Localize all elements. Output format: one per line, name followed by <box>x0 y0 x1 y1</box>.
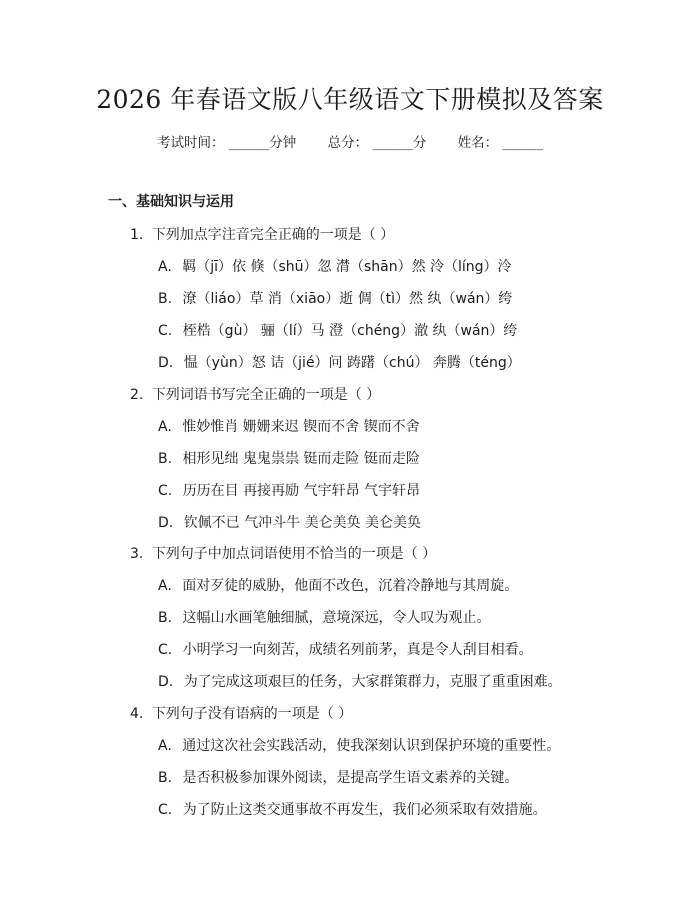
q1-option-c <box>158 320 517 340</box>
option-letter: B. <box>158 291 173 307</box>
q3-option-a <box>158 575 518 595</box>
option-letter: B. <box>158 770 173 786</box>
option-letter: B. <box>158 451 173 467</box>
option-text: 相形见绌 鬼鬼祟祟 铤而走险 铤而走险 <box>182 451 420 467</box>
option-text: 是否积极参加课外阅读，是提高学生语文素养的关键。 <box>182 770 519 786</box>
question-2 <box>130 384 380 404</box>
question-stem: 下列加点字注音完全正确的一项是（ ） <box>151 227 395 243</box>
option-letter: A. <box>158 419 172 435</box>
option-text: 愠（yùn）怒 诘（jié）问 踌躇（chú） 奔腾（téng） <box>183 355 521 371</box>
option-text: 通过这次社会实践活动，使我深刻认识到保护环境的重要性。 <box>182 738 561 754</box>
q1-option-b <box>158 288 512 308</box>
option-text: 这幅山水画笔触细腻，意境深远，令人叹为观止。 <box>182 610 491 626</box>
option-text: 小明学习一向刻苦，成绩名列前茅，真是令人刮目相看。 <box>182 642 533 658</box>
question-stem: 下列句子中加点词语使用不恰当的一项是（ ） <box>151 546 437 562</box>
q4-option-b <box>158 767 519 787</box>
option-letter: D. <box>158 515 174 531</box>
option-text: 桎梏（gù） 骊（lí）马 澄（chéng）澈 纨（wán）绔 <box>182 323 518 339</box>
q2-option-d <box>158 512 421 532</box>
question-stem: 下列词语书写完全正确的一项是（ ） <box>151 387 381 403</box>
q4-option-a <box>158 735 560 755</box>
option-letter: C. <box>158 642 173 658</box>
option-text: 惟妙惟肖 姗姗来迟 锲而不舍 锲而不舍 <box>182 419 420 435</box>
question-number: 3. <box>130 546 144 562</box>
q1-option-a <box>158 256 512 276</box>
question-1 <box>130 224 394 244</box>
option-text: 钦佩不已 气冲斗牛 美仑美奂 美仑美奂 <box>183 515 422 531</box>
question-number: 4. <box>130 706 144 722</box>
question-3 <box>130 543 436 563</box>
question-number: 1. <box>130 227 144 243</box>
q2-option-c <box>158 480 420 500</box>
q1-option-d <box>158 352 521 372</box>
option-letter: A. <box>158 259 172 275</box>
question-4 <box>130 703 352 723</box>
option-letter: D. <box>158 674 174 690</box>
section-heading: 一、基础知识与运用 <box>108 194 234 210</box>
q3-option-d <box>158 671 562 691</box>
q2-option-b <box>158 448 420 468</box>
question-stem: 下列句子没有语病的一项是（ ） <box>151 706 353 722</box>
option-letter: A. <box>158 578 172 594</box>
option-text: 潦（liáo）草 消（xiāo）逝 倜（tì）然 纨（wán）绔 <box>182 291 513 307</box>
q3-option-c <box>158 639 533 659</box>
option-letter: A. <box>158 738 172 754</box>
page-title: 2026 年春语文版八年级语文下册模拟及答案 <box>96 85 604 114</box>
q4-option-c <box>158 799 547 819</box>
q3-option-b <box>158 607 491 627</box>
option-letter: C. <box>158 802 173 818</box>
option-text: 为了完成这项艰巨的任务，大家群策群力，克服了重重困难。 <box>183 674 562 690</box>
option-text: 历历在目 再接再励 气宇轩昂 气宇轩昂 <box>182 483 421 499</box>
option-letter: C. <box>158 483 173 499</box>
option-letter: B. <box>158 610 173 626</box>
option-text: 羁（jī）依 倏（shū）忽 潸（shān）然 泠（líng）泠 <box>182 259 512 275</box>
option-text: 为了防止这类交通事故不再发生，我们必须采取有效措施。 <box>182 802 547 818</box>
option-text: 面对歹徒的威胁，他面不改色，沉着冷静地与其周旋。 <box>182 578 519 594</box>
exam-info-row: 考试时间： ______分钟 总分： ______分 姓名： ______ <box>157 135 543 151</box>
option-letter: C. <box>158 323 173 339</box>
q2-option-a <box>158 416 420 436</box>
question-number: 2. <box>130 387 144 403</box>
option-letter: D. <box>158 355 174 371</box>
